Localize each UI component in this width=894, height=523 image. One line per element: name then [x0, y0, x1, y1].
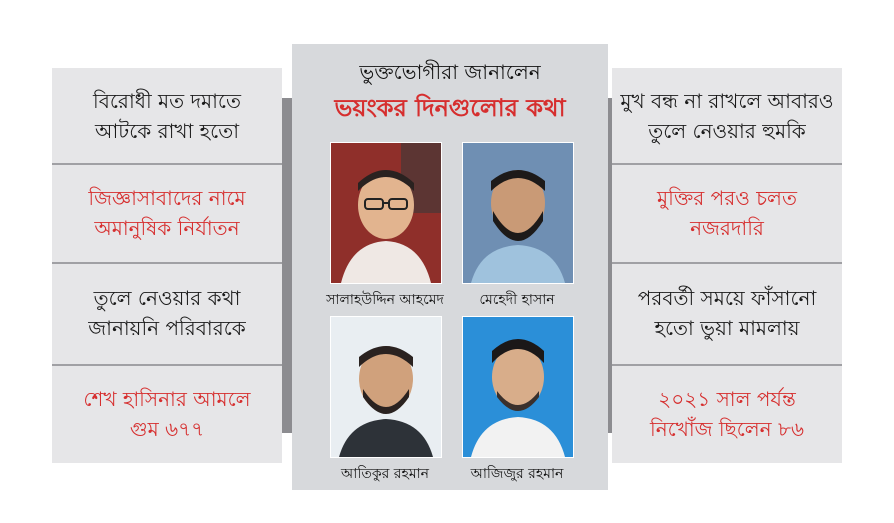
left-fact-panel — [52, 68, 282, 463]
portrait-1-drawing — [331, 143, 441, 283]
left-fact-1-line-1: বিরোধী মত দমাতে — [93, 88, 241, 113]
right-fact-2-line-1: মুক্তির পরও চলত — [657, 185, 797, 210]
left-fact-3 — [52, 265, 282, 360]
left-fact-1 — [52, 68, 282, 163]
right-fact-3-line-1: পরবর্তী সময়ে ফাঁসানো — [637, 285, 817, 310]
left-fact-3-line-1: তুলে নেওয়ার কথা — [93, 285, 241, 310]
portrait-3-drawing — [331, 317, 441, 457]
left-fact-2-line-1: জিজ্ঞাসাবাদের নামে — [88, 185, 246, 210]
portrait-photo-4 — [462, 316, 574, 458]
left-fact-4 — [52, 366, 282, 461]
portrait-caption-4: আজিজুর রহমান — [470, 466, 564, 482]
portrait-caption-1: সালাহউদ্দিন আহমেদ — [326, 292, 444, 308]
portrait-photo-2 — [462, 142, 574, 284]
right-fact-3 — [612, 265, 842, 360]
portrait-photo-1 — [330, 142, 442, 284]
right-fact-2 — [612, 165, 842, 260]
right-divider-2 — [612, 262, 842, 264]
portrait-caption-2: মেহেদী হাসান — [479, 292, 555, 308]
portrait-photo-3 — [330, 316, 442, 458]
left-divider-2 — [52, 262, 282, 264]
left-fact-3-line-2: জানায়নি পরিবারকে — [88, 315, 246, 340]
left-fact-2 — [52, 165, 282, 260]
center-panel — [292, 44, 608, 490]
right-fact-panel — [612, 68, 842, 463]
portrait-caption-3: আতিকুর রহমান — [340, 466, 430, 482]
right-fact-4-line-2: নিখোঁজ ছিলেন ৮৬ — [650, 416, 804, 441]
left-fact-2-line-2: অমানুষিক নির্যাতন — [94, 215, 240, 240]
right-fact-3-line-2: হতো ভুয়া মামলায় — [654, 315, 800, 340]
left-fact-4-line-2: গুম ৬৭৭ — [129, 416, 205, 441]
center-title: ভয়ংকর দিনগুলোর কথা — [334, 94, 566, 122]
right-fact-2-line-2: নজরদারি — [690, 215, 764, 240]
right-fact-4-line-1: ২০২১ সাল পর্যন্ত — [658, 386, 796, 411]
right-fact-4 — [612, 366, 842, 461]
center-subtitle: ভুক্তভোগীরা জানালেন — [359, 60, 541, 84]
right-fact-1 — [612, 68, 842, 163]
left-fact-1-line-2: আটকে রাখা হতো — [94, 118, 240, 143]
portrait-4-drawing — [463, 317, 573, 457]
portrait-2-drawing — [463, 143, 573, 283]
right-fact-1-line-1: মুখ বন্ধ না রাখলে আবারও — [620, 88, 834, 113]
left-fact-4-line-1: শেখ হাসিনার আমলে — [83, 386, 251, 411]
right-fact-1-line-2: তুলে নেওয়ার হুমকি — [648, 118, 806, 143]
